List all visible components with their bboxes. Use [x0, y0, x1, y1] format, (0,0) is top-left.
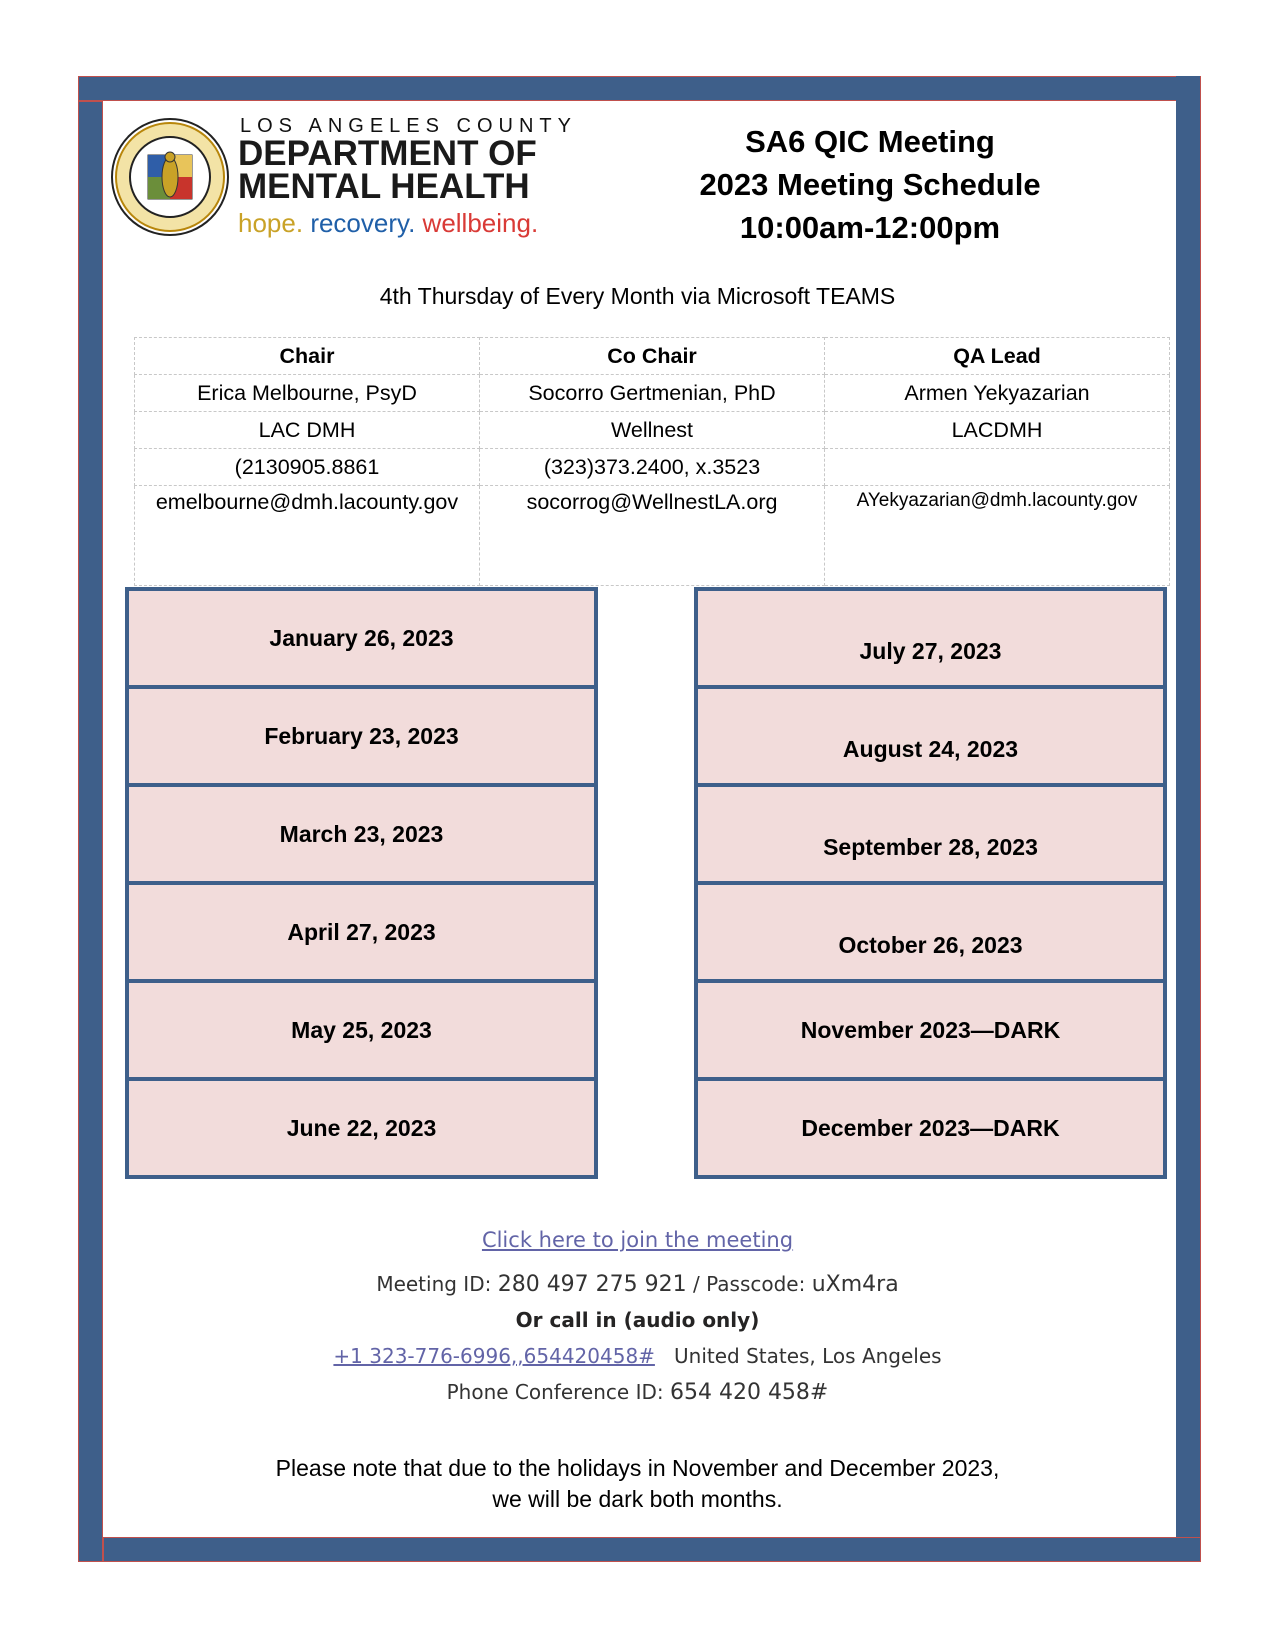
co-chair-name: Socorro Gertmenian, PhD	[480, 375, 825, 412]
co-chair-org: Wellnest	[480, 412, 825, 449]
date-box: July 27, 2023	[694, 587, 1167, 689]
contacts-header-row	[135, 338, 1170, 375]
chair-phone: (2130905.8861	[135, 449, 480, 486]
dates-column-left	[125, 587, 598, 1179]
date-box: August 24, 2023	[694, 685, 1167, 787]
date-box: March 23, 2023	[125, 783, 598, 885]
title-meeting-name: SA6 QIC Meeting	[745, 124, 995, 159]
meeting-id-line	[0, 1266, 1275, 1302]
co-chair-phone: (323)373.2400, x.3523	[480, 449, 825, 486]
header-chair: Chair	[135, 338, 480, 375]
header-co-chair: Co Chair	[480, 338, 825, 375]
org-line-department: DEPARTMENT OF	[238, 134, 537, 173]
note-line-1: Please note that due to the holidays in November and December 2023,	[275, 1455, 1000, 1481]
phone-line	[0, 1338, 1275, 1374]
org-line-mental-health: MENTAL HEALTH	[238, 167, 530, 206]
conference-id-line	[0, 1374, 1275, 1410]
frame-top-bar	[78, 76, 1200, 101]
header-qa-lead: QA Lead	[825, 338, 1170, 375]
join-meeting-link[interactable]: Click here to join the meeting	[481, 1228, 794, 1252]
phone-location: United States, Los Angeles	[674, 1344, 942, 1368]
qa-lead-org: LACDMH	[825, 412, 1170, 449]
call-in-heading: Or call in (audio only)	[515, 1308, 760, 1332]
note-line-2: we will be dark both months.	[492, 1486, 783, 1512]
org-line-county: LOS ANGELES COUNTY	[240, 115, 577, 137]
passcode-label: / Passcode:	[686, 1272, 812, 1296]
contacts-table	[134, 337, 1170, 586]
date-box: October 26, 2023	[694, 881, 1167, 983]
date-box: September 28, 2023	[694, 783, 1167, 885]
county-seal-icon	[110, 117, 230, 237]
chair-email: emelbourne@dmh.lacounty.gov	[135, 486, 480, 586]
title-time: 10:00am-12:00pm	[739, 210, 1001, 245]
meeting-id-label: Meeting ID:	[376, 1272, 498, 1296]
conference-id-value: 654 420 458#	[669, 1380, 829, 1405]
conference-id-label: Phone Conference ID:	[446, 1380, 670, 1404]
dates-column-right	[694, 587, 1167, 1179]
tagline-hope: hope.	[238, 208, 304, 238]
logo-tagline	[238, 208, 538, 239]
date-box: February 23, 2023	[125, 685, 598, 787]
date-box: June 22, 2023	[125, 1077, 598, 1179]
date-box: April 27, 2023	[125, 881, 598, 983]
contacts-email-row	[135, 486, 1170, 586]
phone-dial-link[interactable]: +1 323-776-6996,,654420458#	[333, 1344, 655, 1368]
chair-name: Erica Melbourne, PsyD	[135, 375, 480, 412]
qa-lead-email: AYekyazarian@dmh.lacounty.gov	[825, 486, 1170, 586]
dmh-logo	[110, 112, 577, 242]
qa-lead-phone	[825, 449, 1170, 486]
tagline-recovery: recovery.	[310, 208, 416, 238]
contacts-phone-row	[135, 449, 1170, 486]
co-chair-email: socorrog@WellnestLA.org	[480, 486, 825, 586]
passcode-value: uXm4ra	[811, 1272, 899, 1297]
meeting-id-value: 280 497 275 921	[497, 1272, 687, 1297]
contacts-org-row	[135, 412, 1170, 449]
qa-lead-name: Armen Yekyazarian	[825, 375, 1170, 412]
date-box-dark: December 2023—DARK	[694, 1077, 1167, 1179]
chair-org: LAC DMH	[135, 412, 480, 449]
frame-bottom-bar	[103, 1537, 1201, 1562]
date-box-dark: November 2023—DARK	[694, 979, 1167, 1081]
contacts-name-row	[135, 375, 1170, 412]
tagline-wellbeing: wellbeing.	[422, 208, 539, 238]
meeting-info	[0, 1230, 1275, 1410]
date-box: January 26, 2023	[125, 587, 598, 689]
document-title	[660, 120, 1080, 249]
date-box: May 25, 2023	[125, 979, 598, 1081]
meeting-frequency: 4th Thursday of Every Month via Microsoft TEAMS	[379, 283, 896, 309]
holiday-note	[0, 1453, 1275, 1515]
title-schedule: 2023 Meeting Schedule	[699, 167, 1041, 202]
